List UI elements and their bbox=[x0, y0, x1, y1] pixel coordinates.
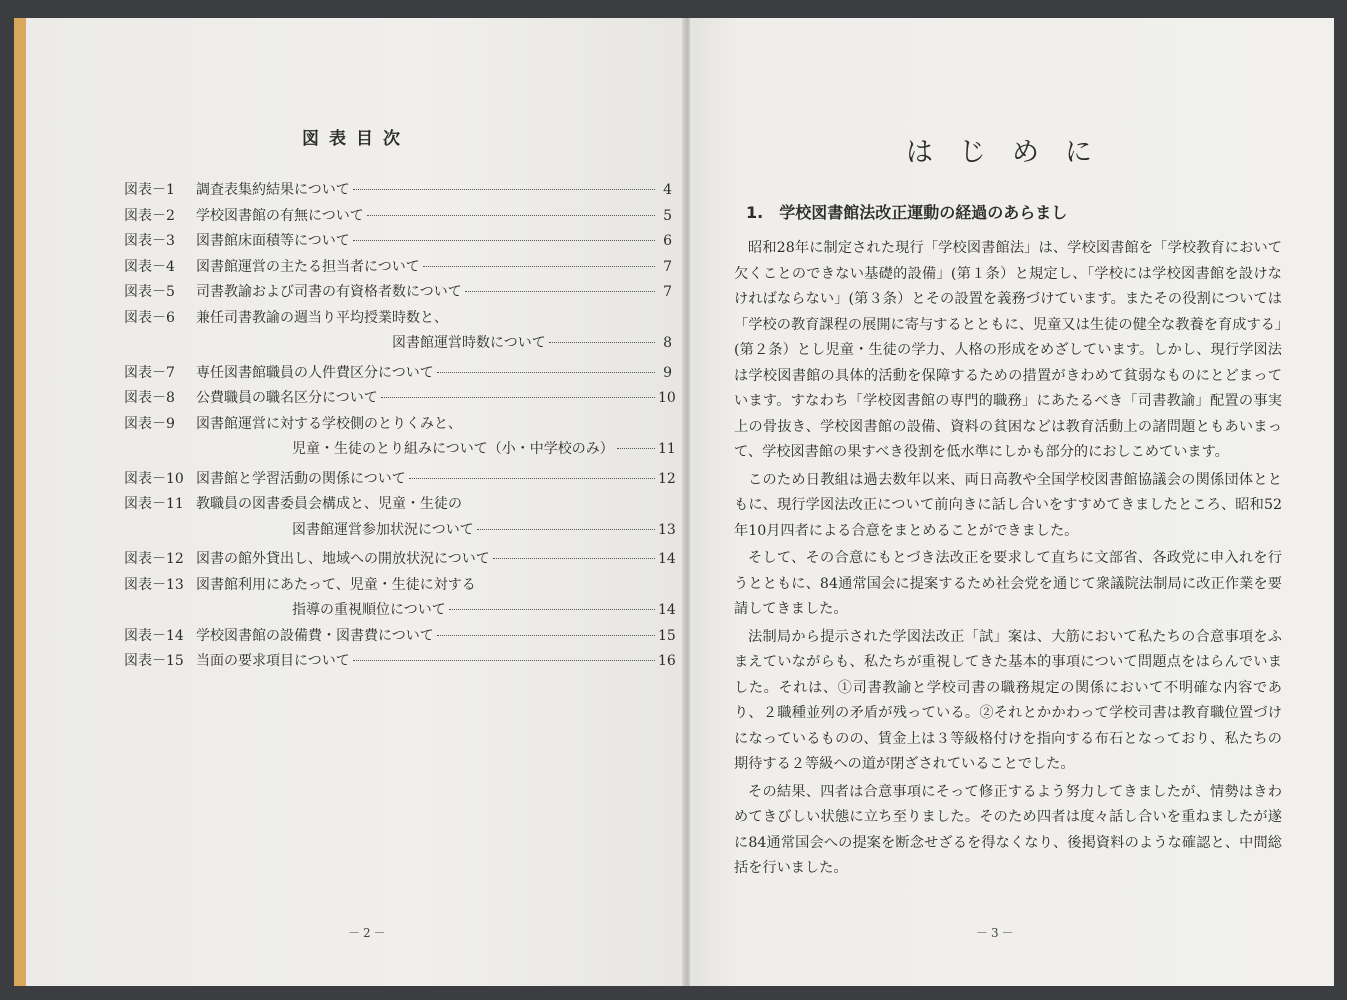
toc-item-text-continued: 図書館運営参加状況について bbox=[292, 521, 474, 538]
toc-item-text: 教職員の図書委員会構成と、児童・生徒の bbox=[196, 496, 462, 512]
toc-leader bbox=[409, 478, 655, 479]
page-number-left: －2－ bbox=[348, 926, 389, 940]
toc-item bbox=[124, 255, 672, 281]
toc-item-page: 4 bbox=[663, 182, 672, 198]
toc-leader bbox=[617, 448, 655, 449]
toc-item-label: 図表－5 bbox=[124, 284, 175, 300]
toc-row bbox=[124, 361, 672, 387]
toc-item-page: 7 bbox=[663, 258, 672, 275]
toc-item bbox=[124, 412, 676, 463]
toc-row-continued bbox=[124, 331, 672, 357]
chapter-title: はじめに bbox=[906, 137, 1118, 168]
toc-item-label: 図表－7 bbox=[124, 364, 175, 381]
toc-row bbox=[124, 306, 672, 332]
paragraph: その結果、四者は合意事項にそって修正するよう努力してきましたが、情勢はきわめてきびしい状態に立ち至りました。そのため四者は度々話し合いを重ねましたが遂に84通常国会への提案を断念せざるを得なくなり、後掲資料のような確認と、中間総括を行いました。 bbox=[734, 783, 1282, 876]
toc-leader bbox=[353, 660, 655, 661]
toc-item-page: 5 bbox=[663, 207, 672, 224]
toc-item-label: 図表－11 bbox=[124, 496, 184, 512]
toc-item bbox=[124, 306, 672, 357]
toc-item-text: 図書館床面積等について bbox=[196, 233, 350, 249]
toc-item-label: 図表－1 bbox=[124, 182, 175, 198]
paragraph: このため日教組は過去数年以来、両日高教や全国学校図書館協議会の関係団体とともに、現行学図法改正について前向きに話し合いをすすめてきましたところ、昭和52年10月四者による合意をまとめることができました。 bbox=[734, 471, 1282, 539]
toc-item-page: 16 bbox=[658, 653, 676, 669]
toc-item bbox=[124, 547, 676, 573]
toc-leader bbox=[381, 397, 655, 398]
page-number-right: －3－ bbox=[976, 926, 1017, 940]
toc-leader bbox=[353, 189, 655, 190]
toc-item-text: 図書の館外貸出し、地域への開放状況について bbox=[196, 551, 490, 567]
toc-title: 図表目次 bbox=[302, 129, 410, 149]
paragraph: 昭和28年に制定された現行「学校図書館法」は、学校図書館を「学校教育において欠くことのできない基礎的設備」(第１条）と規定し、「学校には学校図書館を設けなければならない」(第３条）とその設置を義務づけています。またその役割については「学校の教育課程の展開に寄与するとともに、児童又は生徒の健全な教養を育成する」(第２条）とし児童・生徒の学力、人格の形成をめざしています。しかし、現行学図法は学校図書館の具体的活動を保障するための措置がきわめて貧弱なものにとどまっています。すなわち「学校図書館の専門的職務」にあたるべき「司書教諭」配置の事実上の骨抜き、学校図書館の設備、資料の貧困などは教育活動上の諸問題ともあいまって、学校図書館の果すべき役割を低水準にしかも部分的におしこめています。 bbox=[734, 240, 1282, 460]
toc-item-text: 図書館運営に対する学校側のとりくみと、 bbox=[196, 415, 462, 432]
toc-row bbox=[124, 573, 672, 599]
toc-item bbox=[124, 649, 676, 675]
toc-row bbox=[124, 178, 672, 204]
toc-item-text: 図書館運営の主たる担当者について bbox=[196, 258, 420, 275]
toc-item bbox=[124, 361, 672, 387]
toc-leader bbox=[367, 215, 655, 216]
toc-item-text: 専任図書館職員の人件費区分について bbox=[196, 364, 434, 381]
toc-item-text-continued: 図書館運営時数について bbox=[392, 335, 546, 351]
toc-item-page: 9 bbox=[663, 364, 672, 381]
left-page bbox=[26, 18, 686, 986]
toc-row-continued bbox=[124, 598, 676, 624]
toc-row bbox=[124, 255, 672, 281]
toc-item-text: 図書館利用にあたって、児童・生徒に対する bbox=[196, 576, 476, 593]
toc-row bbox=[124, 547, 676, 573]
toc-leader bbox=[449, 609, 655, 610]
toc-row bbox=[124, 492, 672, 518]
toc-item-text: 兼任司書教諭の週当り平均授業時数と、 bbox=[196, 309, 448, 326]
toc-item bbox=[124, 573, 676, 624]
toc-item-text: 当面の要求項目について bbox=[196, 653, 350, 669]
toc-row bbox=[124, 467, 676, 493]
toc-item-page: 7 bbox=[663, 284, 672, 300]
toc-item-label: 図表－9 bbox=[124, 415, 175, 432]
right-page bbox=[690, 18, 1334, 986]
toc-list bbox=[124, 178, 676, 675]
toc-item-label: 図表－12 bbox=[124, 551, 184, 567]
toc-item-text: 公費職員の職名区分について bbox=[196, 390, 378, 406]
toc-item-page: 8 bbox=[663, 335, 672, 351]
toc-leader bbox=[477, 529, 655, 530]
toc-item-label: 図表－2 bbox=[124, 207, 175, 224]
toc-row-continued bbox=[124, 437, 676, 463]
toc-item-text-continued: 指導の重視順位について bbox=[292, 602, 446, 618]
toc-item bbox=[124, 204, 672, 230]
toc-item-page: 12 bbox=[658, 470, 676, 487]
toc-row bbox=[124, 649, 676, 675]
toc-item-page: 15 bbox=[658, 627, 676, 644]
toc-item-label: 図表－6 bbox=[124, 309, 175, 326]
toc-row bbox=[124, 204, 672, 230]
toc-item-label: 図表－3 bbox=[124, 233, 175, 249]
toc-row-continued bbox=[124, 518, 676, 544]
toc-item bbox=[124, 386, 676, 412]
section-heading: 1. 学校図書館法改正運動の経過のあらまし bbox=[746, 203, 1068, 222]
toc-row bbox=[124, 386, 676, 412]
toc-row bbox=[124, 412, 672, 438]
toc-item-text: 司書教諭および司書の有資格者数について bbox=[196, 284, 462, 300]
toc-item-text: 調査表集約結果について bbox=[196, 182, 350, 198]
toc-item-page: 14 bbox=[658, 551, 676, 567]
toc-item-page: 13 bbox=[658, 521, 676, 538]
toc-leader bbox=[465, 291, 655, 292]
toc-item-text-continued: 児童・生徒のとり組みについて（小・中学校のみ） bbox=[292, 441, 614, 457]
toc-leader bbox=[493, 558, 655, 559]
toc-item-text: 図書館と学習活動の関係について bbox=[196, 470, 406, 487]
toc-item bbox=[124, 467, 676, 493]
toc-item-text: 学校図書館の設備費・図書費について bbox=[196, 627, 434, 644]
toc-item bbox=[124, 280, 672, 306]
book-spread bbox=[14, 18, 1334, 986]
body-text bbox=[734, 236, 1282, 884]
toc-item bbox=[124, 178, 672, 204]
paragraph: 法制局から提示された学図法改正「試」案は、大筋において私たちの合意事項をふまえていながらも、私たちが重視してきた基本的事項について問題点をはらんでいました。それは、①司書教諭と学校司書の職務規定の関係において不明確な内容であり、２職種並列の矛盾が残っている。②それとかかわって学校司書は教育職位置づけになっているものの、賃金上は３等級格付けを指向する布石となっており、私たちの期待する２等級への道が閉ざされていることでした。 bbox=[734, 628, 1282, 772]
paragraph: そして、その合意にもとづき法改正を要求して直ちに文部省、各政党に申入れを行うとともに、84通常国会に提案するため社会党を通じて衆議院法制局に改正作業を要請してきました。 bbox=[734, 550, 1282, 617]
toc-item-label: 図表－8 bbox=[124, 390, 175, 406]
toc-row bbox=[124, 229, 672, 255]
toc-row bbox=[124, 624, 676, 650]
toc-item-label: 図表－4 bbox=[124, 258, 175, 275]
toc-leader bbox=[437, 635, 655, 636]
toc-leader bbox=[549, 342, 655, 343]
toc-item-label: 図表－14 bbox=[124, 627, 184, 644]
toc-item-page: 14 bbox=[658, 602, 676, 618]
toc-item bbox=[124, 492, 676, 543]
toc-item-text: 学校図書館の有無について bbox=[196, 207, 364, 224]
toc-leader bbox=[437, 372, 655, 373]
toc-item-label: 図表－13 bbox=[124, 576, 184, 593]
toc-item bbox=[124, 624, 676, 650]
toc-item-label: 図表－15 bbox=[124, 653, 184, 669]
toc-item bbox=[124, 229, 672, 255]
toc-item-page: 11 bbox=[658, 441, 676, 457]
toc-item-page: 10 bbox=[658, 390, 676, 406]
toc-row bbox=[124, 280, 672, 306]
toc-item-label: 図表－10 bbox=[124, 470, 184, 487]
toc-leader bbox=[423, 266, 655, 267]
toc-leader bbox=[353, 240, 655, 241]
toc-item-page: 6 bbox=[663, 233, 672, 249]
